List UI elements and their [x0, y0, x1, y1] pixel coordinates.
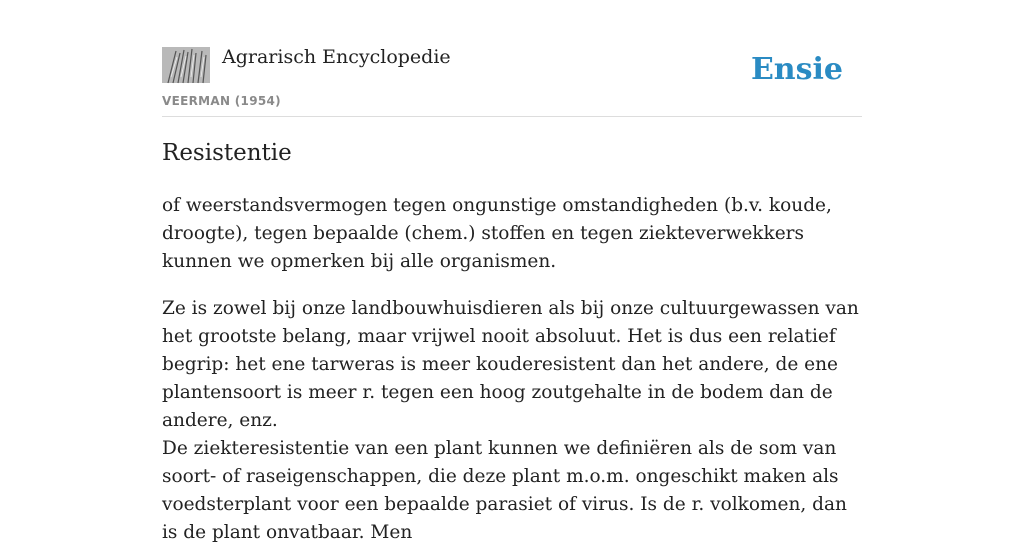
- source-author-year: VEERMAN (1954): [162, 94, 281, 108]
- article-paragraph: of weerstandsvermogen tegen ongunstige omstandigheden (b.v. koude, droogte), tegen bepaalde (chem.) stoffen en tegen ziekteverwekkers kunnen we opmerken bij alle organismen.: [162, 195, 832, 272]
- source-title[interactable]: Agrarisch Encyclopedie: [222, 46, 451, 68]
- ensie-brand-link[interactable]: Ensie: [750, 52, 843, 87]
- source-header: [162, 0, 862, 117]
- article-paragraph: De ziekteresistentie van een plant kunnen we definiëren als de som van soort- of raseigenschappen, die deze plant m.o.m. ongeschikt maken als voedsterplant voor een bepaalde parasiet of virus. Is de r. volkomen, dan is de plant onvatbaar. Men: [162, 438, 847, 543]
- article-paragraph: Ze is zowel bij onze landbouwhuisdieren als bij onze cultuurgewassen van het grootste belang, maar vrijwel nooit absoluut. Het is dus een relatief begrip: het ene tarweras is meer kouderesistent dan het andere, de ene plantensoort is meer r. tegen een hoog zoutgehalte in de bodem dan de andere, enz.: [162, 298, 859, 431]
- article-page: [162, 0, 862, 543]
- page-title: Resistentie: [162, 140, 292, 166]
- wheat-engraving-icon[interactable]: [162, 47, 210, 83]
